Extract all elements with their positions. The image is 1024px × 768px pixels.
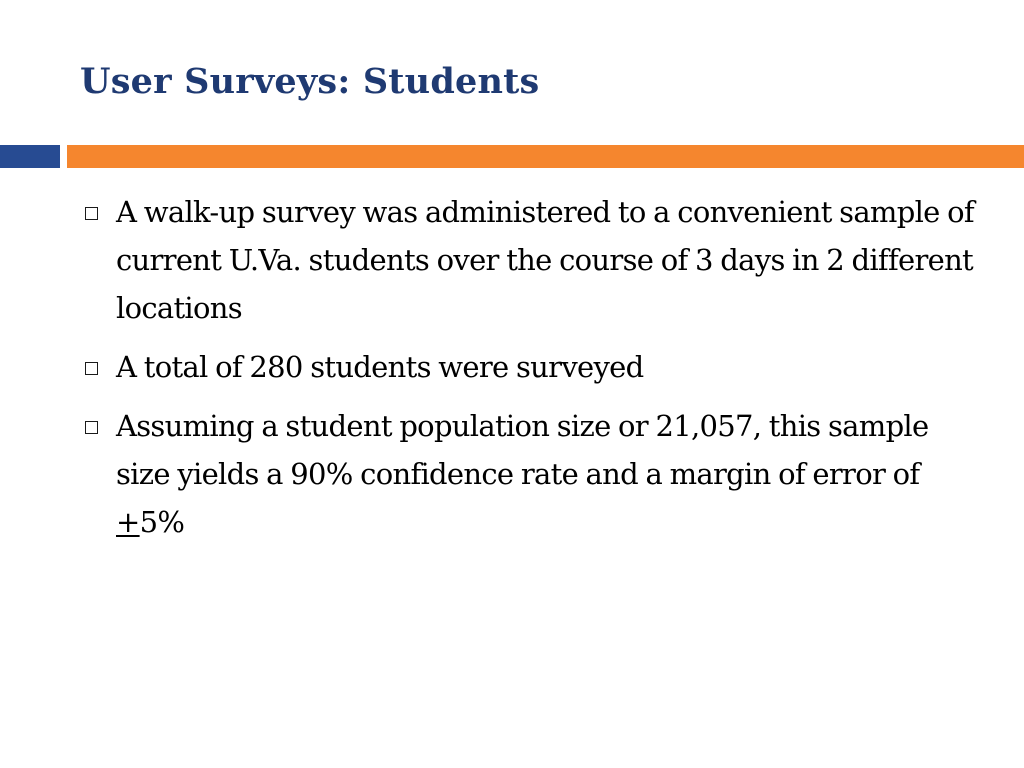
square-outline-icon (85, 362, 98, 375)
title-divider-blue-segment (0, 145, 60, 168)
bullet-text: A total of 280 students were surveyed (116, 350, 644, 384)
bullet-text: A walk-up survey was administered to a convenient sample of current U.Va. students over the course of 3 days in 2 different locations (116, 195, 974, 325)
bullet-text (116, 409, 928, 539)
square-outline-icon (85, 207, 98, 220)
square-outline-icon (85, 421, 98, 434)
slide-title: User Surveys: Students (80, 61, 540, 102)
bullet-text-main: Assuming a student population size or 21,057, this sample size yields a 90% confidence rate and a margin of error of (116, 409, 929, 491)
title-divider-orange-segment (67, 145, 1024, 168)
plus-minus-sign: + (116, 505, 140, 539)
bullet-item (80, 188, 980, 332)
bullet-list (80, 188, 980, 557)
margin-value: 5% (139, 505, 185, 539)
bullet-item (80, 402, 980, 546)
bullet-item (80, 343, 980, 391)
